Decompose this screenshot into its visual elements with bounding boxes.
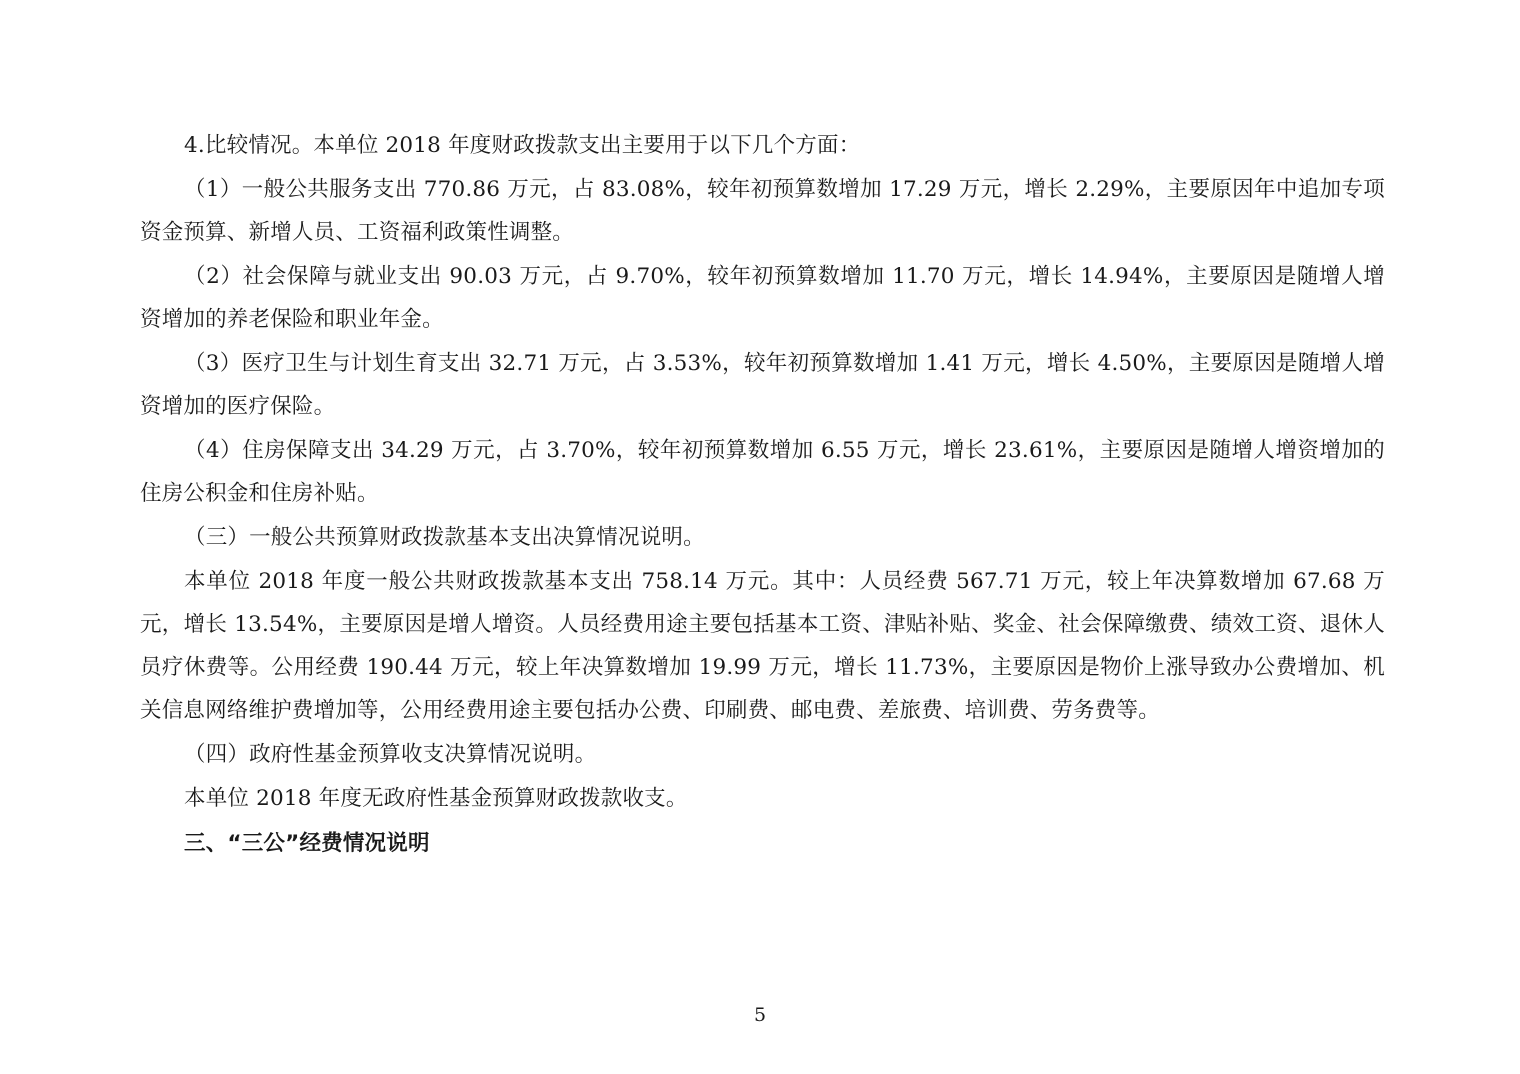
paragraph-section-three: （三）一般公共预算财政拨款基本支出决算情况说明。 [184,525,705,550]
paragraph-item-3: （3）医疗卫生与计划生育支出 32.71 万元，占 3.53%，较年初预算数增加 1.41 万元，增长 4.50%，主要原因是随增人增资增加的医疗保险。 [140,351,1385,419]
page-body [140,124,1385,866]
paragraph-item-4: （4）住房保障支出 34.29 万元，占 3.70%，较年初预算数增加 6.55 万元，增长 23.61%，主要原因是随增人增资增加的住房公积金和住房补贴。 [140,438,1385,506]
paragraph-compare-intro: 4.比较情况。本单位 2018 年度财政拨款支出主要用于以下几个方面： [184,133,861,158]
paragraph-section-four: （四）政府性基金预算收支决算情况说明。 [184,742,597,767]
paragraph-item-1: （1）一般公共服务支出 770.86 万元，占 83.08%，较年初预算数增加 17.29 万元，增长 2.29%，主要原因年中追加专项资金预算、新增人员、工资福利政策性调整。 [140,177,1385,245]
paragraph-basic-expenditure: 本单位 2018 年度一般公共财政拨款基本支出 758.14 万元。其中：人员经费 567.71 万元，较上年决算数增加 67.68 万元，增长 13.54%，主要原因是增人增资。人员经费用途主要包括基本工资、津贴补贴、奖金、社会保障缴费、绩效工资、退休人员疗休费等。公用经费 190.44 万元，较上年决算数增加 19.99 万元，增长 11.73%，主要原因是物价上涨导致办公费增加、机关信息网络维护费增加等，公用经费用途主要包括办公费、印刷费、邮电费、差旅费、培训费、劳务费等。 [140,569,1385,723]
paragraph-item-2: （2）社会保障与就业支出 90.03 万元，占 9.70%，较年初预算数增加 11.70 万元，增长 14.94%，主要原因是随增人增资增加的养老保险和职业年金。 [140,264,1385,332]
section-heading-three-public-funds: 三、“三公”经费情况说明 [184,831,430,856]
page-number: 5 [753,1004,767,1026]
paragraph-no-gov-fund: 本单位 2018 年度无政府性基金预算财政拨款收支。 [184,786,688,811]
